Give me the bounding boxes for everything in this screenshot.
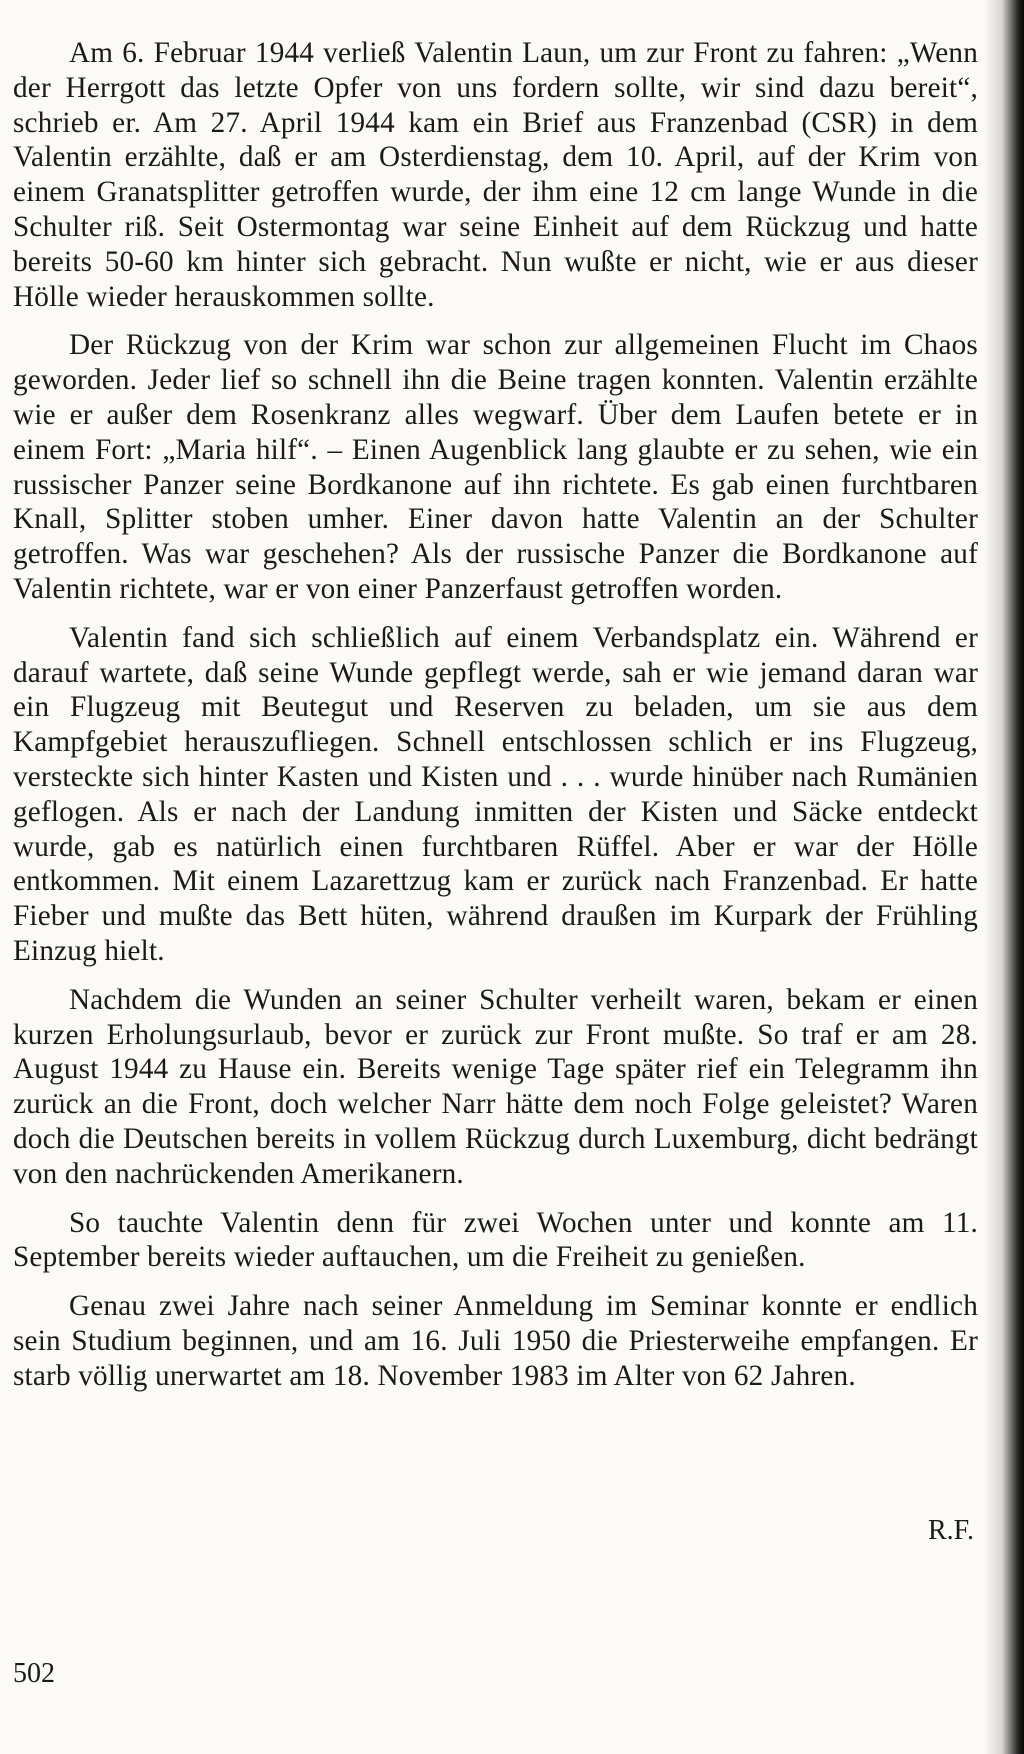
paragraph-4: Nachdem die Wunden an seiner Schulter verheilt waren, bekam er einen kurzen Erholungsurlaub, bevor er zurück zur Front mußte. So traf er am 28. August 1944 zu Hause ein. Bereits wenige Tage später rief ein Telegramm ihn zurück an die Front, doch welcher Narr hätte dem noch Folge geleistet? Waren doch die Deutschen bereits in vollem Rückzug durch Luxemburg, dicht bedrängt von den nachrückenden Amerikanern. bbox=[13, 983, 978, 1190]
paragraph-6: Genau zwei Jahre nach seiner Anmeldung im Seminar konnte er endlich sein Studium beginnen, und am 16. Juli 1950 die Priesterweihe empfangen. Er starb völlig unerwartet am 18. November 1983 im Alter von 62 Jahren. bbox=[13, 1290, 978, 1392]
page-number: 502 bbox=[13, 1658, 55, 1689]
paragraph-3: Valentin fand sich schließlich auf einem Verbandsplatz ein. Während er darauf wartete, daß seine Wunde gepflegt werde, sah er wie jemand daran war ein Flugzeug mit Beutegut und Reserven zu beladen, um sie aus dem Kampfgebiet herauszufliegen. Schnell entschlossen schlich er ins Flugzeug, versteckte sich hinter Kasten und Kisten und . . . wurde hinüber nach Rumänien geflogen. Als er nach der Landung inmitten der Kisten und Säcke entdeckt wurde, gab es natürlich einen furchtbaren Rüffel. Aber er war der Hölle entkommen. Mit einem Lazarettzug kam er zurück nach Franzenbad. Er hatte Fieber und mußte das Bett hüten, während draußen im Kurpark der Frühling Einzug hielt. bbox=[13, 621, 978, 967]
body-text bbox=[13, 36, 978, 1407]
author-initials: R.F. bbox=[927, 1515, 974, 1546]
paragraph-1: Am 6. Februar 1944 verließ Valentin Laun, um zur Front zu fahren: „Wenn der Herrgott das letzte Opfer von uns fordern sollte, wir sind dazu bereit“, schrieb er. Am 27. April 1944 kam ein Brief aus Franzenbad (CSR) in dem Valentin erzählte, daß er am Osterdienstag, dem 10. April, auf der Krim von einem Granatsplitter getroffen wurde, der ihm eine 12 cm lange Wunde in die Schulter riß. Seit Ostermontag war seine Einheit auf dem Rückzug und hatte bereits 50-60 km hinter sich gebracht. Nun wußte er nicht, wie er aus dieser Hölle wieder herauskommen sollte. bbox=[13, 37, 978, 313]
binding-shadow bbox=[984, 0, 1024, 1754]
paragraph-2: Der Rückzug von der Krim war schon zur allgemeinen Flucht im Chaos geworden. Jeder lief so schnell ihn die Beine tragen konnten. Valentin erzählte wie er außer dem Rosenkranz alles wegwarf. Über dem Laufen betete er in einem Fort: „Maria hilf“. – Einen Augenblick lang glaubte er zu sehen, wie ein russischer Panzer seine Bordkanone auf ihn richtete. Es gab einen furchtbaren Knall, Splitter stoben umher. Einer davon hatte Valentin an der Schulter getroffen. Was war geschehen? Als der russische Panzer die Bordkanone auf Valentin richtete, war er von einer Panzerfaust getroffen worden. bbox=[13, 329, 978, 605]
paragraph-5: So tauchte Valentin denn für zwei Wochen unter und konnte am 11. September bereits wieder auftauchen, um die Freiheit zu genießen. bbox=[13, 1206, 978, 1274]
